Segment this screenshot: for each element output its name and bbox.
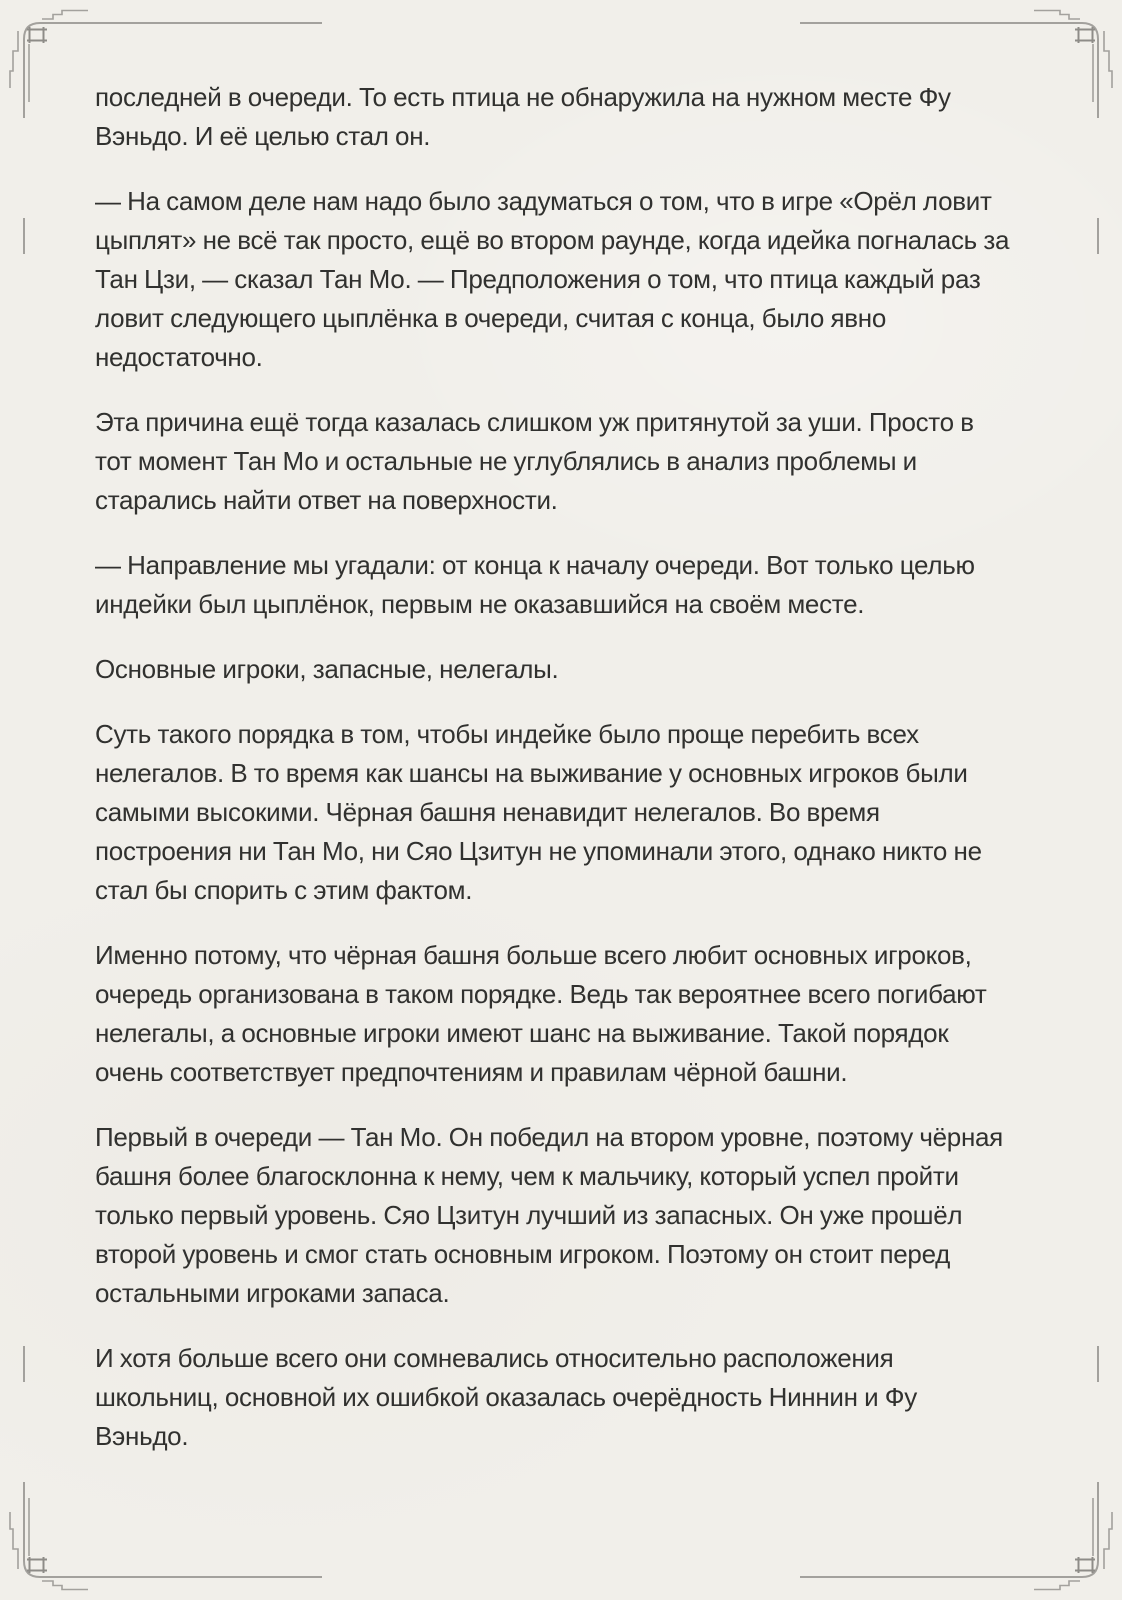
stair-ornament-top	[42, 1581, 88, 1590]
stair-ornament-top	[1034, 1581, 1080, 1590]
paragraph: Первый в очереди — Тан Мо. Он победил на втором уровне, поэтому чёрная башня более благосклонна к нему, чем к мальчику, который успел пройти только первый уровень. Сяо Цзитун лучший из запасных. Он уже прошёл второй уровень и смог стать основным игроком. Поэтому он стоит перед остальными игроками запаса.	[95, 1122, 1003, 1308]
corner-square-icon	[1075, 27, 1095, 43]
stair-ornament-side	[10, 1512, 18, 1569]
stair-ornament-top	[42, 11, 88, 20]
frame-bracket-line	[24, 1482, 322, 1577]
page-text	[95, 78, 1015, 1456]
paragraph: — На самом деле нам надо было задуматься о том, что в игре «Орёл ловит цыплят» не всё так просто, ещё во втором раунде, когда идейка погналась за Тан Цзи, — сказал Тан Мо. — Предположения о том, что птица каждый раз ловит следующего цыплёнка в очереди, считая с конца, было явно недостаточно.	[95, 186, 1010, 372]
stair-ornament-side	[10, 31, 18, 88]
frame-bracket-line	[800, 1482, 1098, 1577]
paragraph: Суть такого порядка в том, чтобы индейке было проще перебить всех нелегалов. В то время как шансы на выживание у основных игроков были самыми высокими. Чёрная башня ненавидит нелегалов. Во время построения ни Тан Мо, ни Сяо Цзитун не упоминали этого, однако никто не стал бы спорить с этим фактом.	[95, 719, 982, 905]
corner-square-icon	[27, 27, 47, 43]
stair-ornament-side	[1104, 31, 1112, 88]
paragraph: Основные игроки, запасные, нелегалы.	[95, 654, 559, 684]
stair-ornament-side	[1104, 1512, 1112, 1569]
paragraph: И хотя больше всего они сомневались относительно расположения школьниц, основной их ошибкой оказалась очерёдность Ниннин и Фу Вэньдо.	[95, 1343, 917, 1451]
paragraph: Эта причина ещё тогда казалась слишком уж притянутой за уши. Просто в тот момент Тан Мо и остальные не углублялись в анализ проблемы и старались найти ответ на поверхности.	[95, 407, 974, 515]
paragraph: Именно потому, что чёрная башня больше всего любит основных игроков, очередь организована в таком порядке. Ведь так вероятнее всего погибают нелегалы, а основные игроки имеют шанс на выживание. Такой порядок очень соответствует предпочтениям и правилам чёрной башни.	[95, 940, 987, 1087]
corner-square-icon	[27, 1557, 47, 1573]
paragraph: — Направление мы угадали: от конца к началу очереди. Вот только целью индейки был цыплёнок, первым не оказавшийся на своём месте.	[95, 550, 975, 619]
paragraph: последней в очереди. То есть птица не обнаружила на нужном месте Фу Вэньдо. И её целью стал он.	[95, 82, 951, 151]
corner-square-icon	[1075, 1557, 1095, 1573]
stair-ornament-top	[1034, 11, 1080, 20]
